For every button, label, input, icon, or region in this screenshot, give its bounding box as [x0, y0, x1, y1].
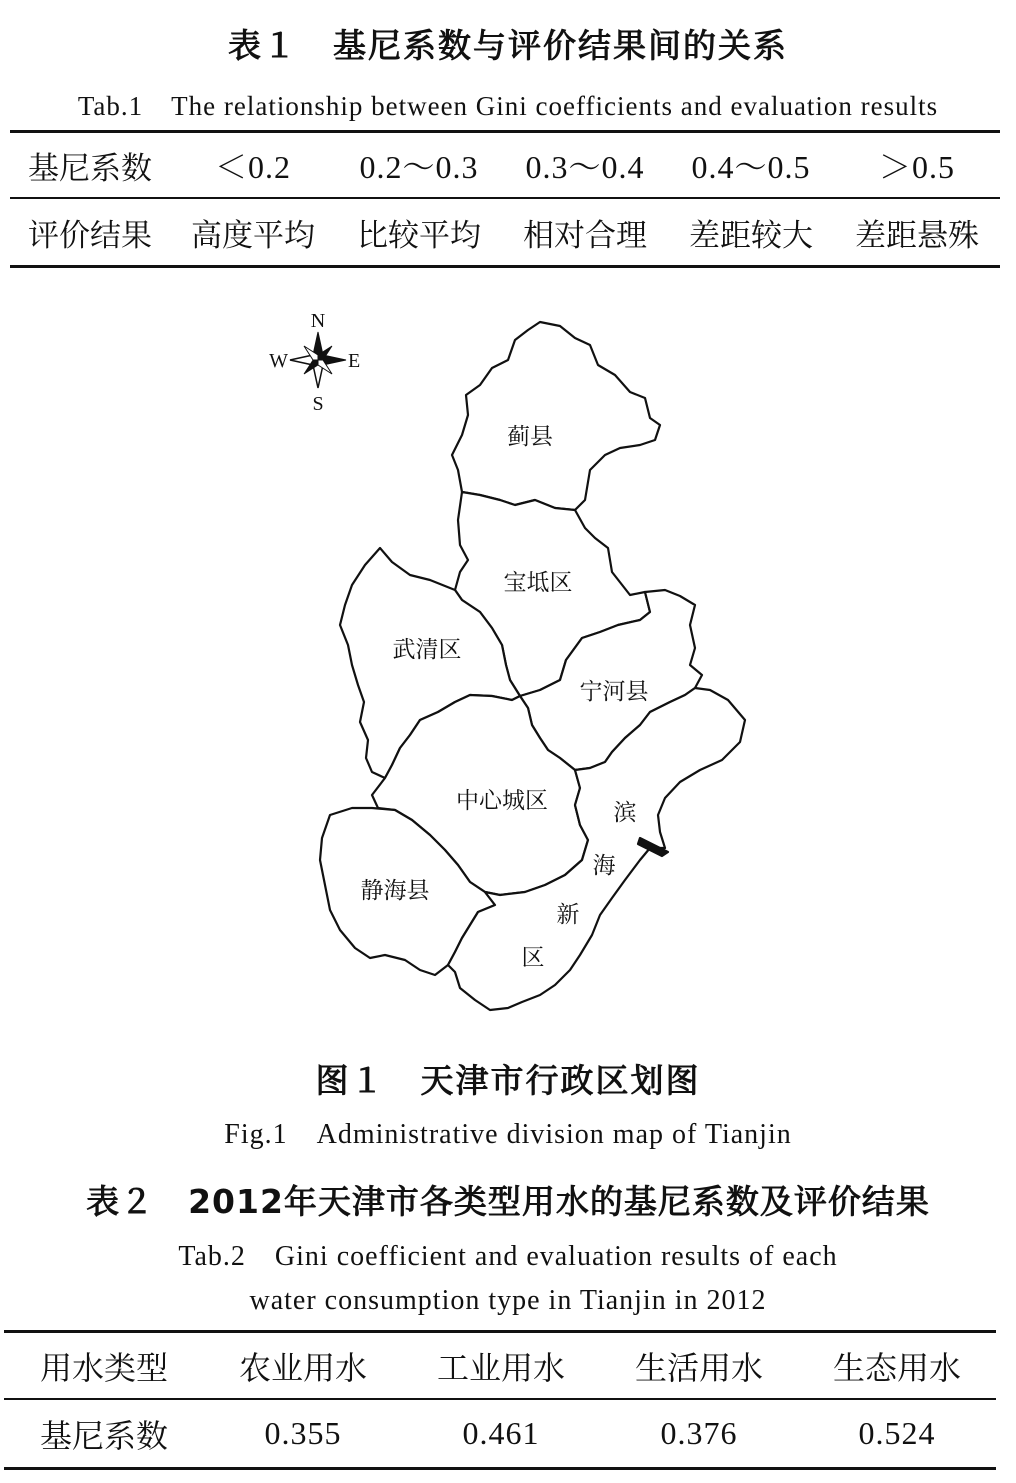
table1-cell: ＞0.5 [878, 149, 955, 185]
table2-header-cell: 农业用水 [238, 1348, 367, 1387]
compass-rose [269, 310, 360, 415]
table1-cell: ＜0.2 [214, 149, 291, 185]
table2-header-cell: 用水类型 [39, 1348, 168, 1387]
table2-header-row [4, 1333, 996, 1399]
label-binhai-3: 新 [556, 902, 580, 928]
table1-cell: 差距较大 [689, 217, 813, 254]
table2-caption-cn: 表２ 2012年天津市各类型用水的基尼系数及评价结果 [86, 1182, 930, 1221]
compass-e: E [348, 350, 361, 372]
figure1-caption-cn: 图１ 天津市行政区划图 [315, 1061, 701, 1100]
label-ninghe: 宁河县 [579, 679, 649, 705]
label-jixian: 蓟县 [507, 424, 553, 450]
label-baodi: 宝坻区 [503, 570, 573, 596]
table1-cell: 相对合理 [523, 217, 647, 254]
table1-cell: 0.4～0.5 [691, 149, 811, 185]
table1-cell: 差距悬殊 [855, 217, 979, 254]
table1-cell: 0.3～0.4 [525, 149, 645, 185]
label-binhai-1: 滨 [613, 800, 637, 826]
region-jixian [452, 322, 660, 510]
tianjin-map [0, 290, 1016, 1030]
table2-cell: 0.461 [462, 1415, 540, 1451]
table2-cell: 0.376 [660, 1415, 738, 1451]
compass-w: W [269, 350, 288, 372]
table2-row-header: 基尼系数 [39, 1416, 168, 1455]
table2-caption-en-line2: water consumption type in Tianjin in 2012 [249, 1285, 767, 1316]
table1-caption-en: Tab.1 The relationship between Gini coefficients and evaluation results [77, 91, 939, 121]
label-binhai-2: 海 [592, 853, 616, 879]
table2-cell: 0.355 [264, 1415, 342, 1451]
table2-header-cell: 工业用水 [436, 1348, 565, 1387]
table1-row-gini [10, 133, 1000, 198]
table2-bottom-rule [4, 1467, 996, 1470]
table1-cell: 比较平均 [357, 217, 481, 254]
table2-caption-en-line1: Tab.2 Gini coefficient and evaluation results of each [178, 1241, 838, 1272]
compass-n: N [310, 310, 326, 332]
table1 [10, 133, 1000, 265]
table2-header-cell: 生活用水 [634, 1348, 763, 1387]
table1-cell: 0.2～0.3 [359, 149, 479, 185]
table2-header-cell: 生态用水 [832, 1348, 961, 1387]
table1-caption-cn: 表１ 基尼系数与评价结果间的关系 [228, 26, 788, 65]
table1-row-header: 评价结果 [28, 217, 152, 254]
figure1-caption-en: Fig.1 Administrative division map of Tianjin [224, 1119, 792, 1150]
table1-row-result [10, 198, 1000, 265]
table1-cell: 高度平均 [191, 217, 315, 254]
table2-data-row [4, 1399, 996, 1467]
table1-row-header: 基尼系数 [28, 150, 152, 187]
table2-cell: 0.524 [858, 1415, 936, 1451]
table2 [4, 1333, 996, 1467]
label-zhongxin: 中心城区 [456, 788, 548, 814]
label-wuqing: 武清区 [392, 637, 462, 663]
table1-bottom-rule [10, 265, 1000, 268]
label-jinghai: 静海县 [360, 878, 430, 904]
compass-s: S [312, 393, 324, 415]
label-binhai-4: 区 [521, 945, 545, 971]
